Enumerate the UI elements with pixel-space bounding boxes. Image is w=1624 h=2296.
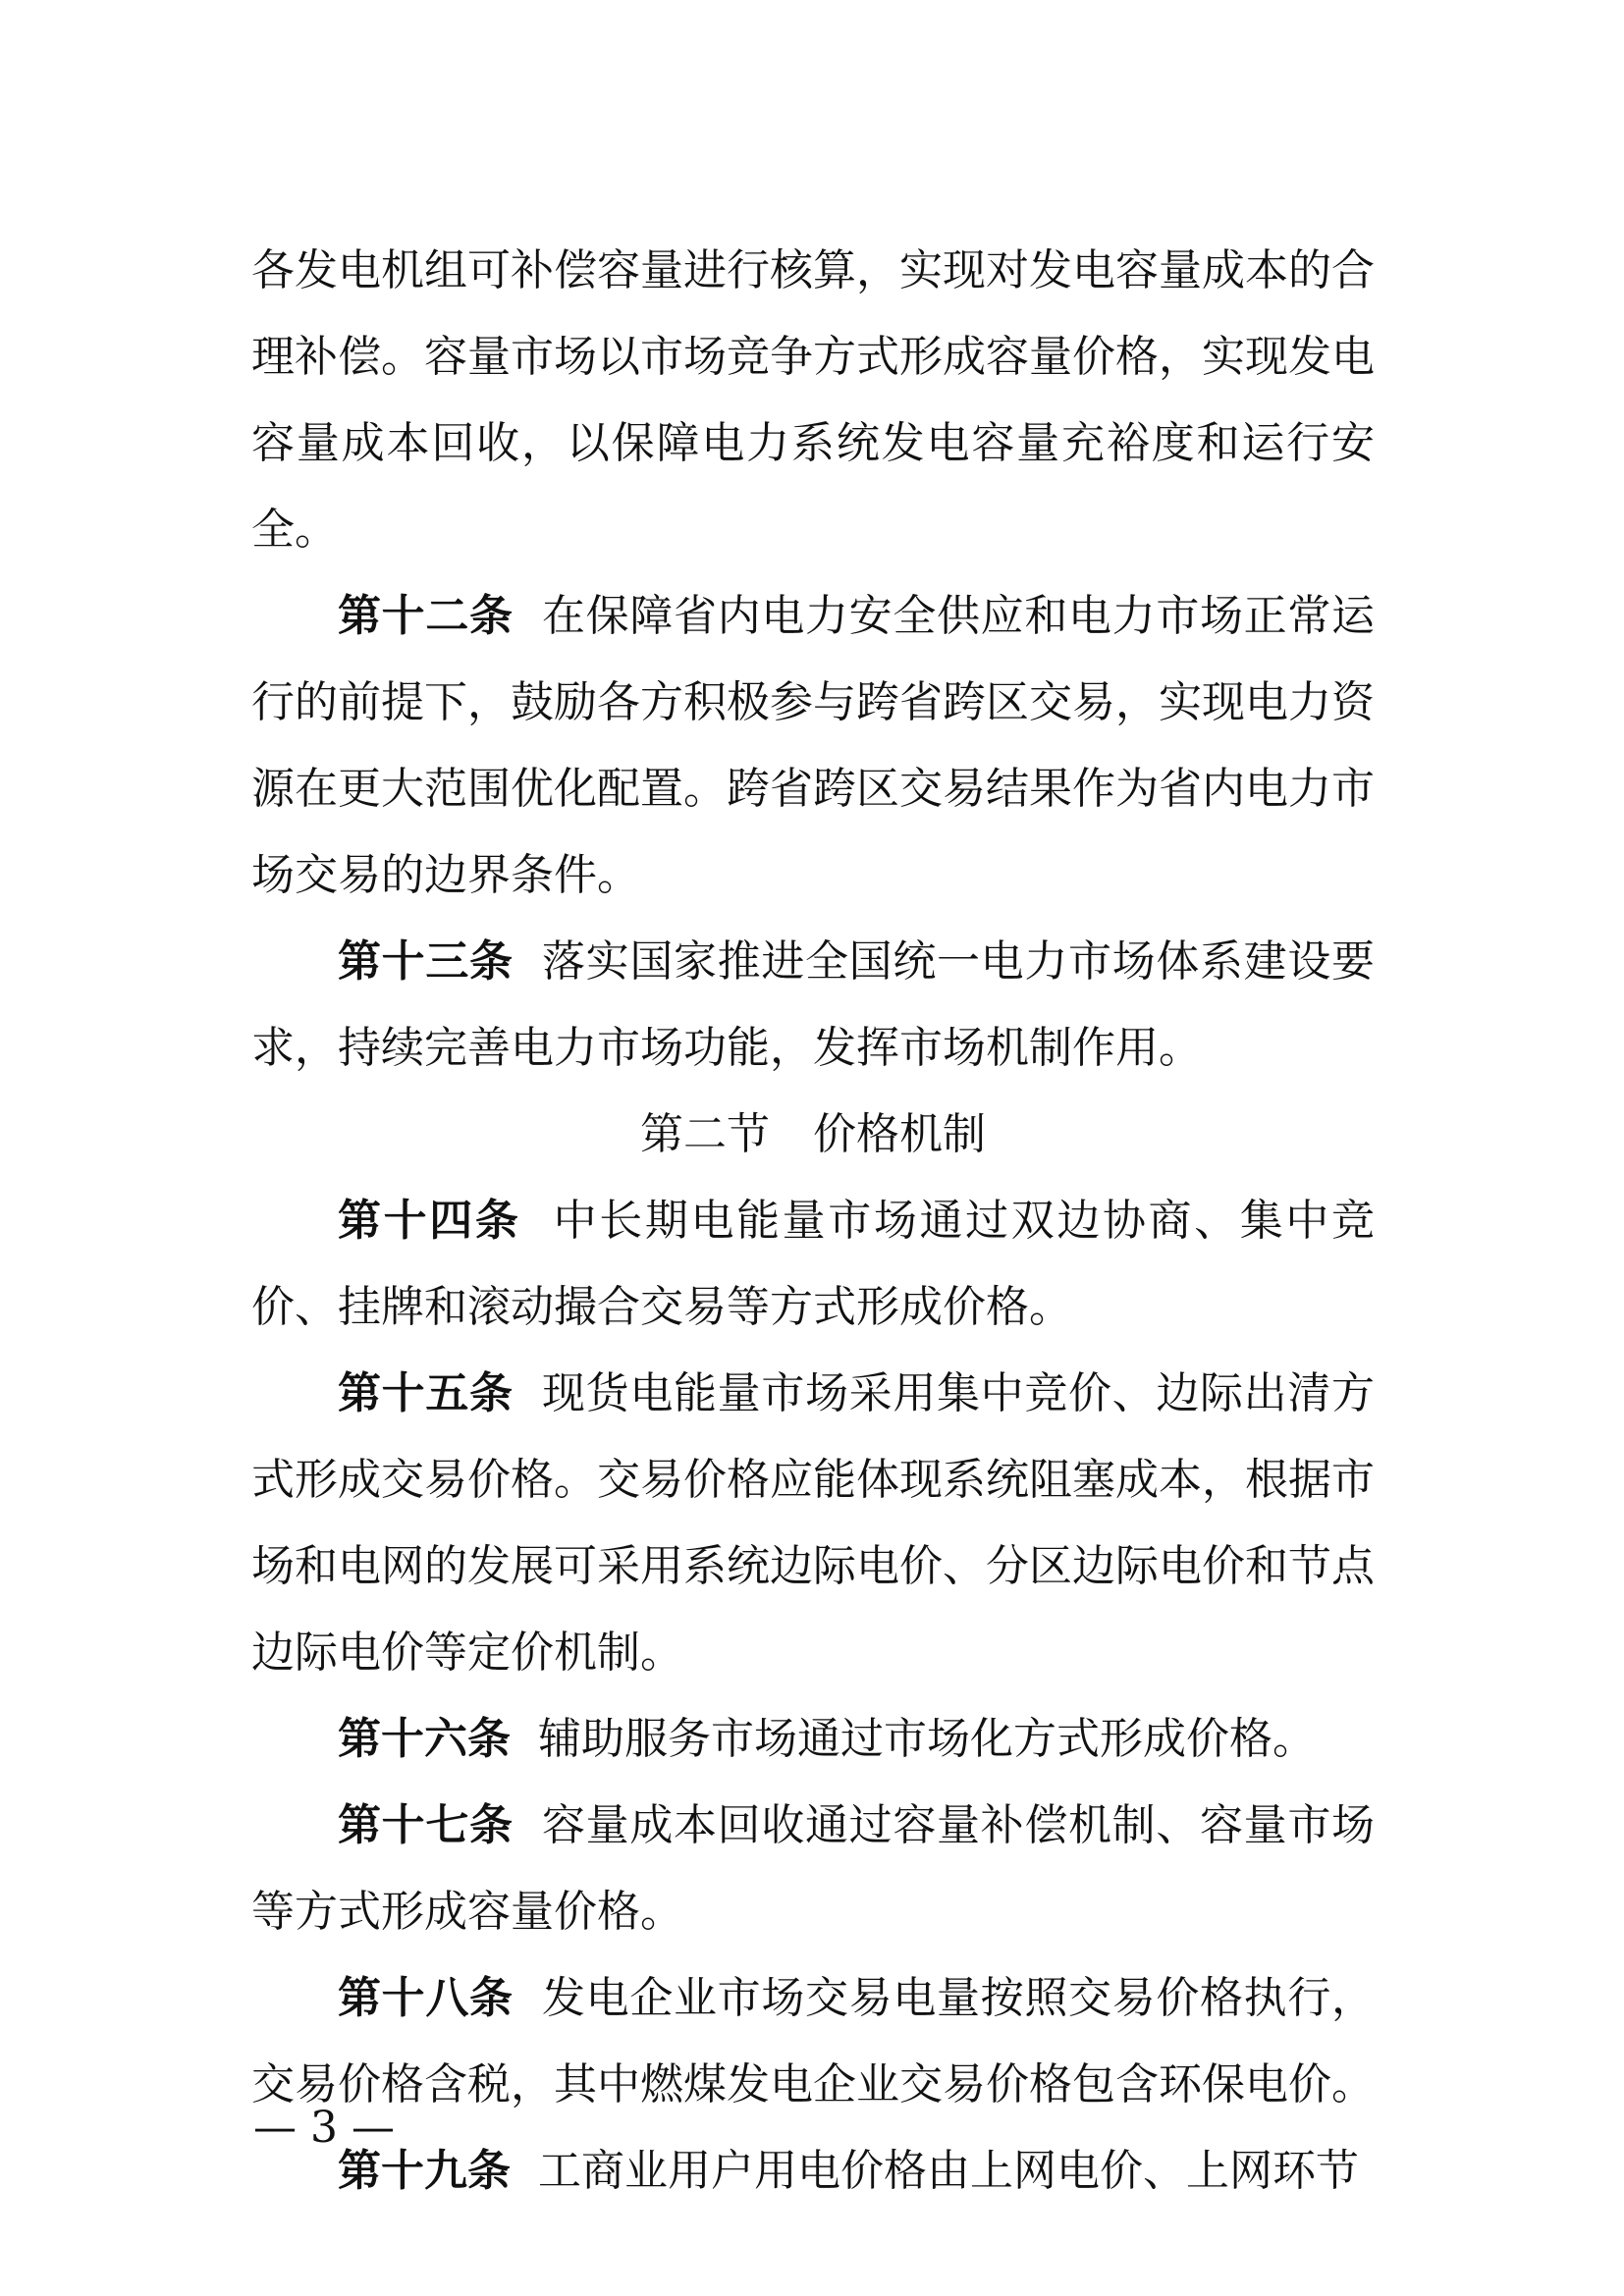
article-text: 现货电能量市场采用集中竞价、边际出清方式形成交易价格。交易价格应能体现系统阻塞成本，根据市场和电网的发展可采用系统边际电价、分区边际电价和节点边际电价等定价机制。 [251,1368,1375,1678]
article-heading: 第十八条 [338,1973,514,2023]
article-14 [251,1178,1375,1351]
article-text: 中长期电能量市场通过双边协商、集中竞价、挂牌和滚动撮合交易等方式形成价格。 [251,1196,1375,1332]
article-19 [251,2128,1375,2215]
article-heading: 第十五条 [338,1368,514,1418]
document-body [251,228,1375,2215]
paragraph-continued: 各发电机组可补偿容量进行核算，实现对发电容量成本的合理补偿。容量市场以市场竞争方式形成容量价格，实现发电容量成本回收，以保障电力系统发电容量充裕度和运行安全。 [251,245,1375,555]
article-text: 落实国家推进全国统一电力市场体系建设要求，持续完善电力市场功能，发挥市场机制作用。 [251,936,1375,1073]
section-title: 第二节 价格机制 [640,1109,986,1159]
article-13 [251,919,1375,1092]
page-number: — 3 — [253,2103,395,2153]
article-text: 容量成本回收通过容量补偿机制、容量市场等方式形成容量价格。 [251,1800,1375,1937]
article-16 [251,1696,1375,1783]
article-text: 工商业用户用电价格由上网电价、上网环节 [537,2146,1359,2196]
article-text: 辅助服务市场通过市场化方式形成价格。 [537,1714,1316,1764]
article-15 [251,1351,1375,1696]
article-heading: 第十三条 [338,936,514,987]
article-text: 发电企业市场交易电量按照交易价格执行，交易价格含税，其中燃煤发电企业交易价格包含环保电价。 [251,1973,1375,2109]
article-heading: 第十七条 [338,1800,514,1850]
article-text: 在保障省内电力安全供应和电力市场正常运行的前提下，鼓励各方积极参与跨省跨区交易，实现电力资源在更大范围优化配置。跨省跨区交易结果作为省内电力市场交易的边界条件。 [251,591,1375,900]
article-heading: 第十二条 [338,591,514,641]
article-heading: 第十九条 [338,2146,511,2196]
article-17 [251,1783,1375,1955]
article-heading: 第十六条 [338,1714,511,1764]
article-heading: 第十四条 [338,1196,521,1246]
article-18 [251,1955,1375,2128]
article-12 [251,573,1375,919]
